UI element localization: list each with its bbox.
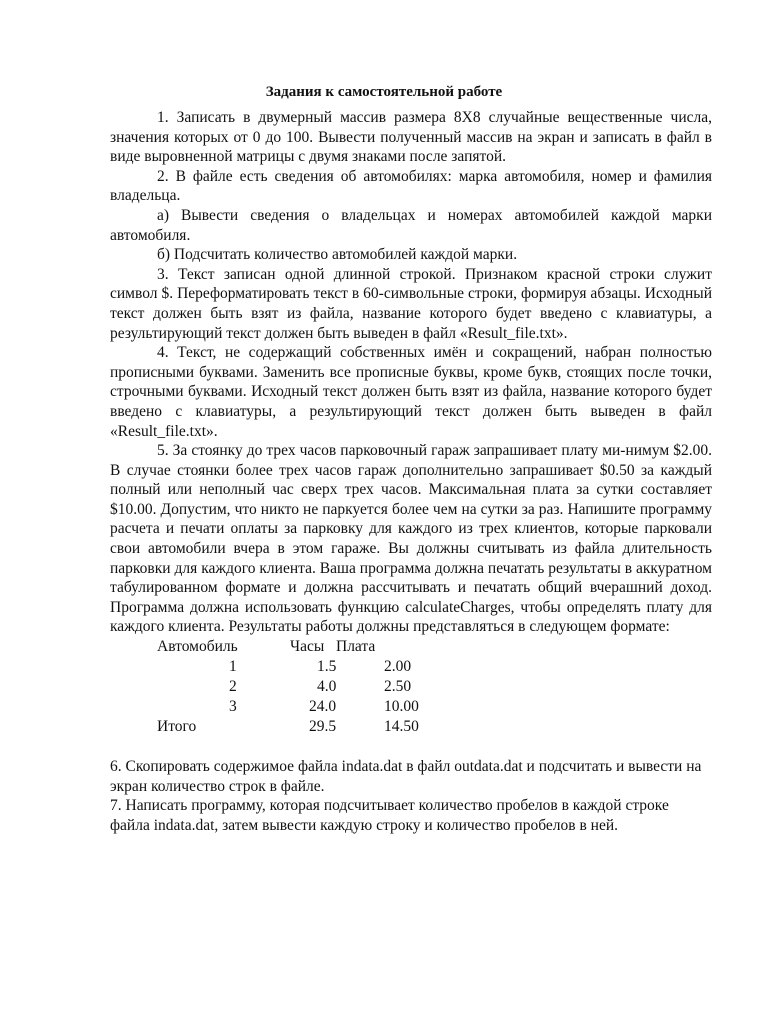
document-title: Задания к самостоятельной работе <box>265 84 503 100</box>
table-header-row <box>110 637 712 657</box>
row-charge: 10.00 <box>384 698 419 716</box>
task-7: 7. Написать программу, которая подсчитывает количество пробелов в каждой строке файла indata.dat, затем вывести каждую строку и количество пробелов в ней. <box>110 797 669 834</box>
spacer <box>110 737 712 757</box>
task-2: 2. В файле есть сведения об автомобилях: марка автомобиля, номер и фамилия владельца. <box>110 167 712 205</box>
row-charge: 2.50 <box>384 678 412 696</box>
document-body <box>110 108 712 835</box>
total-hours: 29.5 <box>309 718 337 736</box>
row-hours: 1.5 <box>317 658 337 676</box>
table-row <box>110 697 712 717</box>
total-label: Итого <box>157 718 197 736</box>
header-hours: Часы <box>290 638 325 656</box>
row-car: 3 <box>229 698 237 716</box>
table-row <box>110 677 712 697</box>
table-total-row <box>110 717 712 737</box>
task-6: 6. Скопировать содержимое файла indata.dat в файл outdata.dat и подсчитать и вывести на экран количество строк в файле. <box>110 758 702 795</box>
header-car: Автомобиль <box>157 638 238 656</box>
row-car: 1 <box>229 658 237 676</box>
table-row <box>110 657 712 677</box>
row-car: 2 <box>229 678 237 696</box>
total-charge: 14.50 <box>384 718 419 736</box>
row-charge: 2.00 <box>384 658 412 676</box>
task-3: 3. Текст записан одной длинной строкой. Признаком красной строки служит символ $. Переформатировать текст в 60-символьные строки, формируя абзацы. Исходный текст должен быть взят из файла, название которого будет введено с клавиатуры, а результирующий текст должен быть выведен в файл «Result_file.txt». <box>110 265 712 342</box>
header-charge: Плата <box>336 638 376 656</box>
row-hours: 4.0 <box>317 678 337 696</box>
task-5: 5. За стоянку до трех часов парковочный гараж запрашивает плату ми-нимум $2.00. В случае стоянки более трех часов гараж дополнительно запрашивает $0.50 за каждый полный или неполный час сверх трех часов. Максимальная плата за сутки составляет $10.00. Допустим, что никто не паркуется более чем на сутки за раз. Напишите программу расчета и печати оплаты за парковку для каждого из трех клиентов, которые парковали свои автомобили вчера в этом гараже. Вы должны считывать из файла длительность парковки для каждого клиента. Ваша программа должна печатать результаты в аккуратном табулированном формате и должна рассчитывать и печатать общий вчерашний доход. Программа должна использовать функцию calculateCharges, чтобы определять плату для каждого клиента. Результаты работы должны представляться в следующем формате: <box>110 442 712 636</box>
task-2b: б) Подсчитать количество автомобилей каждой марки. <box>157 246 518 264</box>
task-4: 4. Текст, не содержащий собственных имён и сокращений, набран полностью прописными буквами. Заменить все прописные буквы, кроме букв, стоящих после точки, строчными буквами. Исходный текст должен быть взят из файла, название которого будет введено с клавиатуры, а результирующий текст должен быть выведен в файл «Result_file.txt». <box>110 344 712 440</box>
row-hours: 24.0 <box>309 698 337 716</box>
task-2a: а) Вывести сведения о владельцах и номерах автомобилей каждой марки автомобиля. <box>110 206 712 244</box>
parking-table <box>110 637 712 737</box>
task-1: 1. Записать в двумерный массив размера 8Х8 случайные вещественные числа, значения которых от 0 до 100. Вывести полученный массив на экран и записать в файл в виде выровненной матрицы с двумя знаками после запятой. <box>110 109 712 166</box>
